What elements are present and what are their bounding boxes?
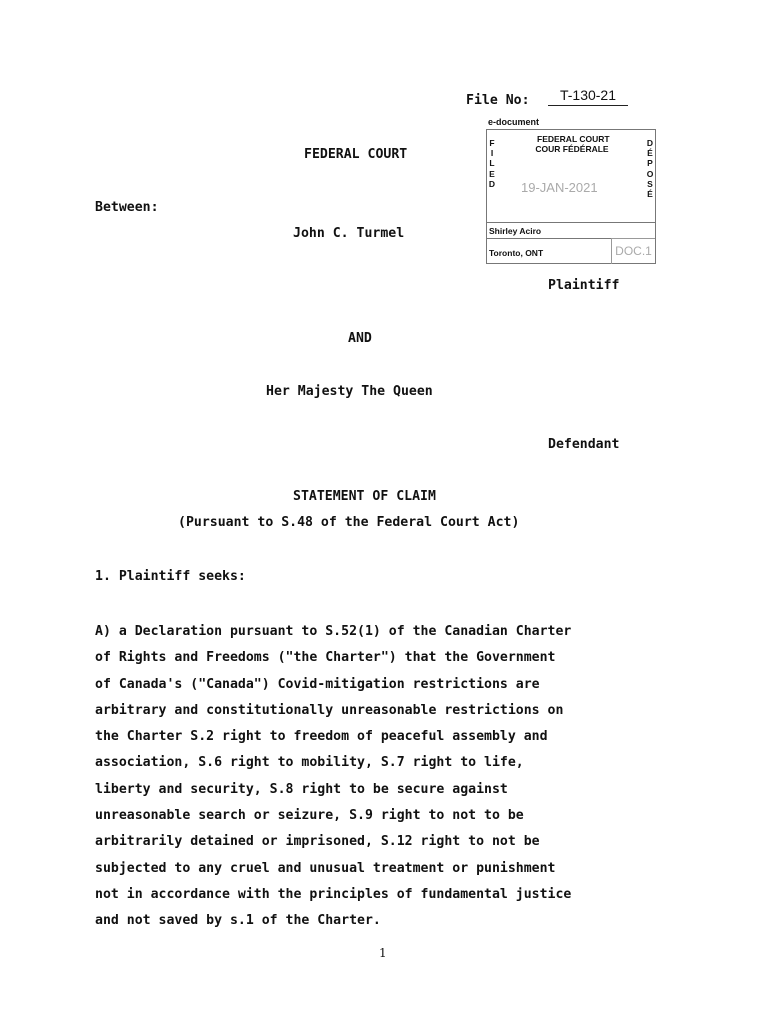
file-number-label: File No: [466,93,530,108]
stamp-depose-letter: S [647,178,653,189]
paragraph-line: unreasonable search or seizure, S.9 right to not to be [95,808,524,824]
stamp-depose-letter: O [646,168,654,179]
defendant-role-label: Defendant [548,437,620,452]
document-subtitle: (Pursuant to S.48 of the Federal Court Act) [178,515,520,530]
claim-intro: 1. Plaintiff seeks: [95,569,246,584]
between-label: Between: [95,200,159,215]
paragraph-line: arbitrarily detained or imprisoned, S.12 right to not be [95,834,540,850]
paragraph-line: association, S.6 right to mobility, S.7 right to life, [95,755,524,771]
stamp-depose-letter: É [647,148,653,159]
stamp-filed-letter: D [488,178,496,189]
stamp-divider [487,222,655,223]
paragraph-line: A) a Declaration pursuant to S.52(1) of the Canadian Charter [95,624,572,639]
stamp-filed-letter: F [489,138,495,148]
stamp-court-english: FEDERAL COURT [537,134,610,144]
filing-stamp [486,129,656,264]
document-title: STATEMENT OF CLAIM [293,489,436,504]
stamp-filing-date: 19-JAN-2021 [521,180,598,195]
stamp-filed-letter: I [490,148,494,159]
stamp-filed-vertical [487,138,497,189]
stamp-doc-number: DOC.1 [611,238,655,264]
stamp-depose-vertical [645,138,655,199]
paragraph-a [95,619,665,935]
paragraph-line: of Rights and Freedoms ("the Charter") that the Government [95,650,556,666]
stamp-filed-letter: E [489,168,495,179]
paragraph-line: the Charter S.2 right to freedom of peaceful assembly and [95,729,548,745]
stamp-depose-letter: D [646,138,654,148]
paragraph-line: not in accordance with the principles of fundamental justice [95,886,572,902]
paragraph-line: liberty and security, S.8 right to be secure against [95,781,508,797]
stamp-registrar-name: Shirley Aciro [489,226,542,236]
and-separator: AND [348,331,372,346]
stamp-e-document-label: e-document [488,117,540,127]
defendant-name: Her Majesty The Queen [266,384,433,399]
paragraph-line: and not saved by s.1 of the Charter. [95,913,381,929]
file-number-value: T-130-21 [548,87,628,106]
stamp-depose-letter: P [647,158,653,169]
plaintiff-name: John C. Turmel [293,226,405,241]
plaintiff-role-label: Plaintiff [548,278,620,293]
paragraph-line: subjected to any cruel and unusual treatment or punishment [95,860,556,876]
stamp-depose-letter: É [647,189,653,200]
page-number: 1 [379,946,387,960]
stamp-filed-letter: L [489,158,495,169]
stamp-court-french: COUR FÉDÉRALE [535,144,609,154]
stamp-location: Toronto, ONT [489,248,544,258]
paragraph-line: arbitrary and constitutionally unreasonable restrictions on [95,702,564,718]
paragraph-line: of Canada's ("Canada") Covid-mitigation restrictions are [95,676,540,692]
court-name: FEDERAL COURT [304,147,408,162]
